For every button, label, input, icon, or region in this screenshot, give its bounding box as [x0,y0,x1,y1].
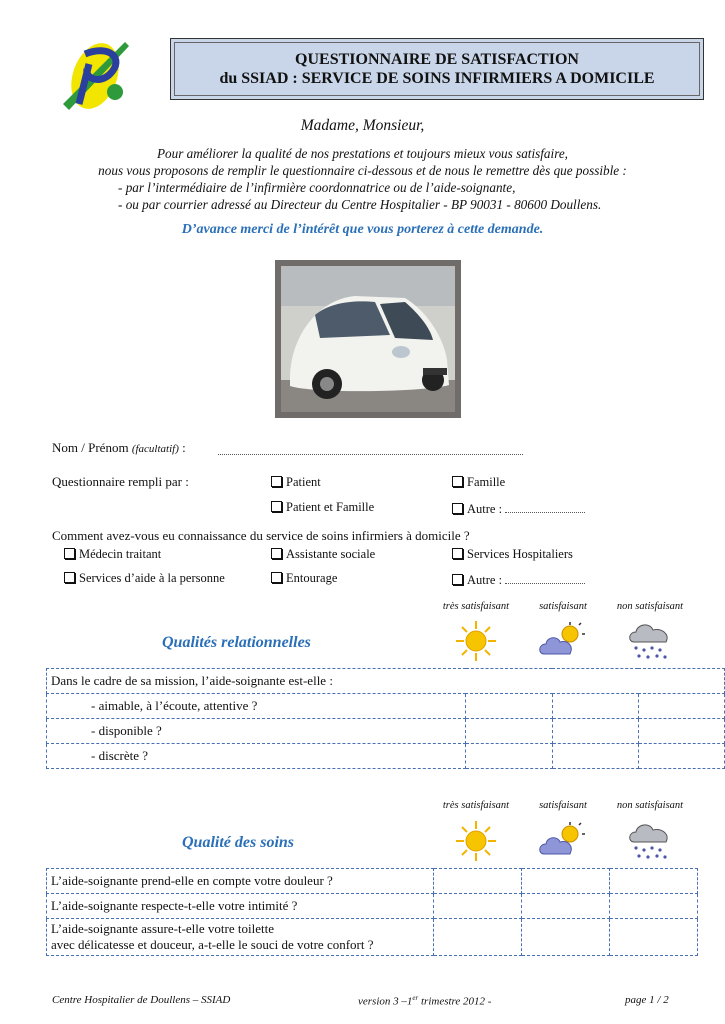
rating-cell[interactable] [466,744,552,769]
header-non-satisfaisant: non satisfaisant [616,800,684,811]
greeting: Madame, Monsieur, [300,117,425,134]
checkbox-icon[interactable] [452,476,463,487]
option-famille[interactable]: Famille [452,475,505,490]
knowledge-question: Comment avez-vous eu connaissance du service de soins infirmiers à domicile ? [52,528,470,543]
checkbox-icon[interactable] [271,572,282,583]
checkbox-icon[interactable] [64,548,75,559]
rating-cell[interactable] [552,694,638,719]
autre-2-input[interactable] [505,571,585,584]
table-row [47,719,725,744]
option-medecin[interactable]: Médecin traitant [64,547,161,562]
rating-cell[interactable] [610,894,698,919]
row-question-line: avec délicatesse et douceur, a-t-elle le souci de votre confort ? [51,937,374,952]
checkbox-icon[interactable] [271,476,282,487]
intro-line-2: nous vous proposons de remplir le questionnaire ci-dessous et de nous le remettre dès que possible : [98,163,627,178]
option-entourage[interactable]: Entourage [271,571,337,586]
filled-by-label: Questionnaire rempli par : [52,474,189,489]
rain-cloud-icon [628,820,674,862]
rating-cell[interactable] [522,894,610,919]
checkbox-icon[interactable] [64,572,75,583]
rating-cell[interactable] [638,694,724,719]
intro-paragraph [40,145,685,213]
row-question-line: L’aide-soignante assure-t-elle votre toilette [51,921,274,936]
table-row [47,744,725,769]
title-box [170,38,704,100]
thanks-line: D’avance merci de l’intérêt que vous porterez à cette demande. [181,222,544,237]
row-question: L’aide-soignante respecte-t-elle votre intimité ? [47,894,434,919]
checkbox-icon[interactable] [452,548,463,559]
intro-line-4: - ou par courrier adressé au Directeur du Centre Hospitalier - BP 90031 - 80600 Doullens. [118,197,602,212]
footer-version: version 3 –1er trimestre 2012 - [358,994,492,1008]
checkbox-icon[interactable] [271,548,282,559]
rating-cell[interactable] [552,719,638,744]
table-row [47,694,725,719]
sun-cloud-icon [538,822,588,860]
row-question: L’aide-soignante prend-elle en compte votre douleur ? [47,869,434,894]
rating-cell[interactable] [466,694,552,719]
rating-cell[interactable] [552,744,638,769]
table-row [47,869,698,894]
title-line-1: QUESTIONNAIRE DE SATISFACTION [295,51,579,68]
footer-page: page 1 / 2 [625,994,669,1006]
row-intro: Dans le cadre de sa mission, l’aide-soignante est-elle : [47,669,725,694]
header-tres-satisfaisant: très satisfaisant [442,800,510,811]
rating-cell[interactable] [638,744,724,769]
option-patient[interactable]: Patient [271,475,321,490]
rating-cell[interactable] [434,869,522,894]
header-satisfaisant: satisfaisant [539,601,587,612]
row-question: - discrète ? [47,744,466,769]
name-label-row [52,440,186,456]
footer-left: Centre Hospitalier de Doullens – SSIAD [52,994,231,1006]
row-question: - disponible ? [47,719,466,744]
option-assistante[interactable]: Assistante sociale [271,547,375,562]
rating-cell[interactable] [610,869,698,894]
intro-line-3: - par l’intermédiaire de l’infirmière coordonnatrice ou de l’aide-soignante, [118,180,516,195]
option-services-hospitaliers[interactable]: Services Hospitaliers [452,547,573,562]
name-optional: (facultatif) [131,443,179,455]
table-soins [46,868,698,956]
sun-icon [455,820,497,862]
option-services-aide[interactable]: Services d’aide à la personne [64,571,225,586]
header-non-satisfaisant: non satisfaisant [616,601,684,612]
rating-cell[interactable] [466,719,552,744]
row-question [47,919,434,956]
table-row [47,894,698,919]
rating-cell[interactable] [434,894,522,919]
autre-input[interactable] [505,500,585,513]
row-question: - aimable, à l’écoute, attentive ? [47,694,466,719]
rating-cell[interactable] [638,719,724,744]
option-patient-famille[interactable]: Patient et Famille [271,500,374,515]
rating-cell[interactable] [522,919,610,956]
sun-cloud-icon [538,622,588,660]
rating-cell[interactable] [522,869,610,894]
checkbox-icon[interactable] [452,574,463,585]
header-tres-satisfaisant: très satisfaisant [442,601,510,612]
intro-line-1: Pour améliorer la qualité de nos prestations et toujours mieux vous satisfaire, [157,146,568,161]
option-autre-2[interactable]: Autre : [452,571,585,588]
table-relationnelles [46,668,725,769]
table-row [47,669,725,694]
rating-cell[interactable] [434,919,522,956]
header-satisfaisant: satisfaisant [539,800,587,811]
rating-cell[interactable] [610,919,698,956]
name-label: Nom / Prénom [52,440,129,455]
table-row [47,919,698,956]
section-title-soins: Qualité des soins [182,834,295,851]
sun-icon [455,620,497,662]
hospital-logo [55,34,135,116]
rain-cloud-icon [628,620,674,662]
title-line-2: du SSIAD : SERVICE DE SOINS INFIRMIERS A DOMICILE [219,70,655,87]
checkbox-icon[interactable] [452,503,463,514]
section-title-relationnelles: Qualités relationnelles [162,634,311,651]
name-colon: : [178,440,186,455]
car-photo [275,260,461,418]
option-autre[interactable]: Autre : [452,500,585,517]
name-input[interactable] [218,454,523,455]
checkbox-icon[interactable] [271,501,282,512]
